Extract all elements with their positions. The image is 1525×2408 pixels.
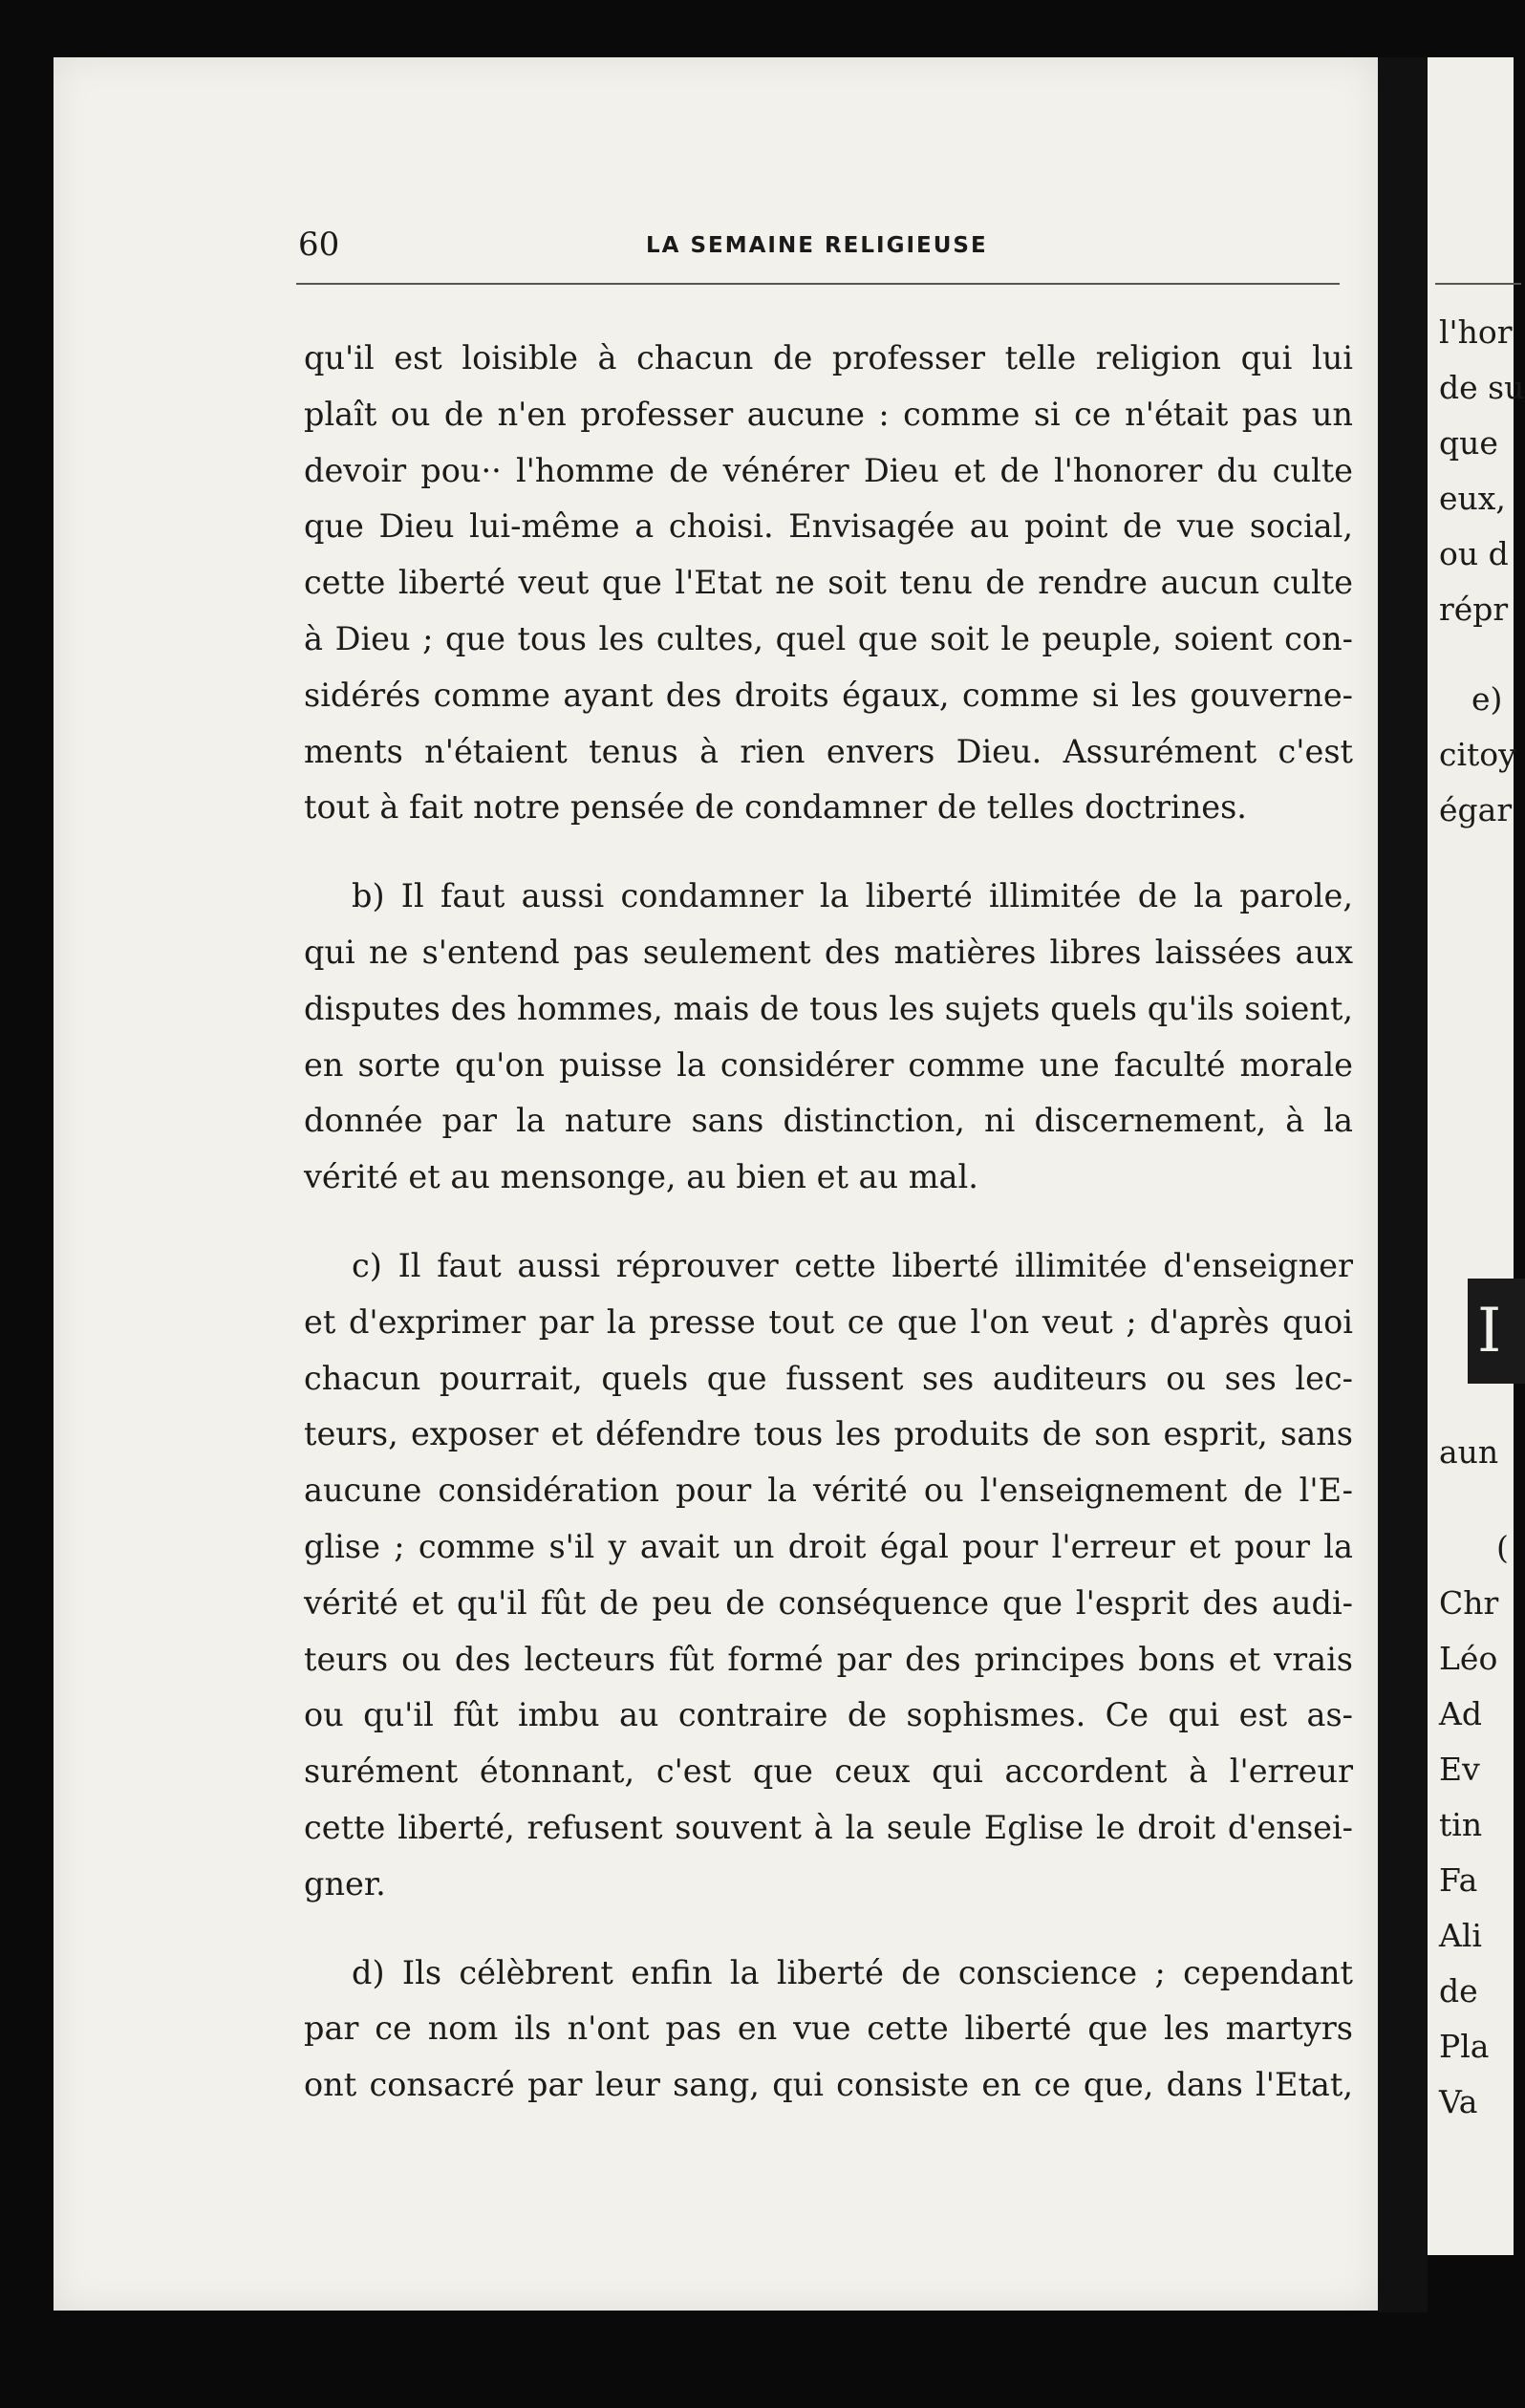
paragraph-gap [304, 1913, 1353, 1946]
text-line: disputes des hommes, mais de tous les sujets quels qu'ils soient, [304, 989, 1353, 1027]
text-line: ou qu'il fût imbu au contraire de sophismes. Ce qui est as- [304, 1696, 1353, 1734]
page-number: 60 [298, 226, 340, 264]
text-line: aucune considération pour la vérité ou l'enseignement de l'E- [304, 1472, 1353, 1510]
text-line: chacun pourrait, quels que fussent ses auditeurs ou ses lec- [304, 1359, 1353, 1397]
facing-page-line: Pla [1439, 2028, 1490, 2065]
facing-page-line: que [1439, 424, 1498, 462]
running-title: LA SEMAINE RELIGIEUSE [646, 233, 988, 258]
decorated-initial [1468, 1279, 1525, 1384]
facing-page-line: Ad [1439, 1695, 1482, 1732]
facing-page-line: Léo [1439, 1640, 1498, 1677]
text-line: par ce nom ils n'ont pas en vue cette liberté que les martyrs [304, 2010, 1353, 2048]
text-line: et d'exprimer par la presse tout ce que l'on veut ; d'après quoi [304, 1302, 1353, 1341]
facing-page-line: eux, [1439, 480, 1506, 517]
text-line: ments n'étaient tenus à rien envers Dieu. Assurément c'est [304, 732, 1353, 770]
text-line: que Dieu lui-même a choisi. Envisagée au point de vue social, [304, 507, 1353, 546]
text-line: donnée par la nature sans distinction, ni discernement, à la [304, 1102, 1353, 1140]
initial-letter: I [1477, 1296, 1502, 1366]
facing-page-line: tin [1439, 1806, 1483, 1843]
facing-page-line: répr [1439, 591, 1509, 628]
text-line: qu'il est loisible à chacun de professer telle religion qui lui [304, 339, 1353, 376]
running-head [245, 226, 1336, 273]
facing-page-line: Va [1439, 2083, 1478, 2120]
text-line: c) Il faut aussi réprouver cette liberté illimitée d'enseigner [352, 1246, 1353, 1284]
text-line: en sorte qu'on puisse la considérer comme une faculté morale [304, 1045, 1353, 1084]
paragraph-gap [304, 1206, 1353, 1238]
text-line: qui ne s'entend pas seulement des matières libres laissées aux [304, 933, 1353, 971]
text-line: glise ; comme s'il y avait un droit égal pour l'erreur et pour la [304, 1527, 1353, 1565]
facing-page-rule [1435, 283, 1521, 285]
facing-page-line: e) [1471, 680, 1503, 718]
facing-page [1428, 57, 1525, 2255]
text-line: sidérés comme ayant des droits égaux, comme si les gouverne- [304, 676, 1353, 714]
text-line: gner. [304, 1864, 386, 1903]
text-line: tout à fait notre pensée de condamner de telles doctrines. [304, 788, 1247, 827]
text-line: ont consacré par leur sang, qui consiste en ce que, dans l'Etat, [304, 2066, 1353, 2104]
facing-page-line: ( [1496, 1529, 1509, 1566]
text-line: plaît ou de n'en professer aucune : comme si ce n'était pas un [304, 395, 1353, 433]
text-line: cette liberté veut que l'Etat ne soit tenu de rendre aucun culte [304, 564, 1353, 602]
text-line: teurs, exposer et défendre tous les produits de son esprit, sans [304, 1415, 1353, 1453]
facing-page-line: Fa [1439, 1861, 1478, 1899]
text-line: cette liberté, refusent souvent à la seule Eglise le droit d'ensei- [304, 1808, 1353, 1846]
text-line: vérité et qu'il fût de peu de conséquence que l'esprit des audi- [304, 1583, 1353, 1622]
text-line: devoir pou·· l'homme de vénérer Dieu et de l'honorer du culte [304, 451, 1353, 489]
facing-page-line: Chr [1439, 1584, 1499, 1622]
body-text [304, 331, 1353, 2114]
header-rule [296, 283, 1340, 285]
paragraph-gap [304, 836, 1353, 869]
text-line: surément étonnant, c'est que ceux qui accordent à l'erreur [304, 1752, 1353, 1791]
text-line: d) Ils célèbrent enfin la liberté de conscience ; cependant [352, 1953, 1353, 1991]
facing-page-line: l'hor [1439, 313, 1513, 351]
book-gutter [1378, 57, 1428, 2312]
facing-page-line: Ev [1439, 1751, 1480, 1788]
text-line: teurs ou des lecteurs fût formé par des principes bons et vrais [304, 1640, 1353, 1678]
facing-page-line: Ali [1439, 1917, 1482, 1954]
facing-page-line: égar [1439, 791, 1513, 828]
facing-page-line: aun [1439, 1433, 1499, 1471]
facing-page-line: de su [1439, 369, 1525, 406]
facing-page-line: ou d [1439, 535, 1509, 572]
text-line: vérité et au mensonge, au bien et au mal. [304, 1158, 978, 1196]
facing-page-line: citoy [1439, 736, 1516, 773]
text-line: à Dieu ; que tous les cultes, quel que soit le peuple, soient con- [304, 619, 1353, 657]
text-line: b) Il faut aussi condamner la liberté illimitée de la parole, [352, 877, 1353, 915]
facing-page-line: de [1439, 1972, 1478, 2010]
